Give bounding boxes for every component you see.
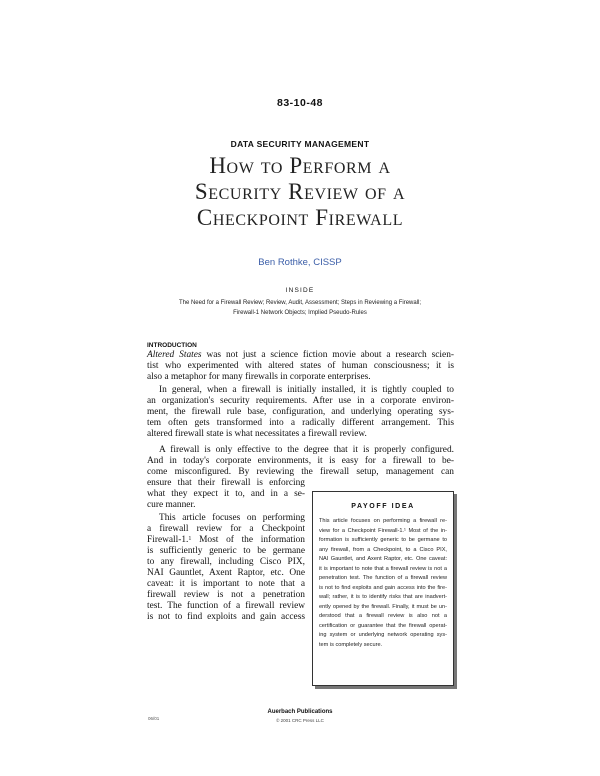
footnote-marker[interactable]: 1 — [188, 536, 192, 542]
text-line: ment, the firewall rule base, configuration, and underlying operating sys- — [147, 407, 454, 417]
text-line: firewall review is not a penetration — [147, 590, 305, 600]
text-line: In general, when a firewall is initially installed, it is tightly coupled to — [159, 385, 454, 395]
payoff-line: certification or guarantee that the firewall operat- — [319, 622, 447, 629]
payoff-line: tem is completely secure. — [319, 641, 383, 648]
text-line: tem often gets transformed into a radically different arrangement. This — [147, 418, 454, 428]
payoff-line: This article focuses on performing a firewall re- — [319, 518, 447, 524]
payoff-title: PAYOFF IDEA — [351, 503, 415, 510]
text-line: A firewall is only effective to the degree that it is properly configured. — [159, 445, 454, 455]
section-label: DATA SECURITY MANAGEMENT — [230, 139, 370, 149]
copyright-notice: © 2001 CRC Press LLC — [276, 718, 324, 723]
text-line: a firewall review for a Checkpoint — [147, 524, 305, 534]
text-line: cure manner. — [147, 500, 196, 510]
title-line: Security Review of a — [194, 179, 406, 204]
text-line: what they expect it to, and in a se- — [147, 489, 305, 499]
document-number: 83-10-48 — [276, 97, 324, 109]
payoff-line: derstood that a firewall review is also not a — [319, 613, 447, 619]
text-line: tist who experimented with altered states of human consciousness; it is — [147, 361, 454, 371]
text-line: was not just a science fiction movie about a research scien- — [201, 350, 454, 360]
italic-title: Altered States — [147, 350, 202, 360]
text-line: is not to find exploits and gain access — [147, 612, 305, 622]
text-line: test. The function of a firewall review — [147, 601, 305, 611]
payoff-line: formation is sufficiently generic to be germane to — [319, 537, 447, 543]
section-heading: INTRODUCTION — [147, 342, 197, 349]
intro-paragraph-1 — [147, 350, 454, 383]
title-line: How to Perform a — [209, 153, 391, 178]
text-line: an organization's security requirements. After use in a corporate environ- — [147, 396, 454, 406]
payoff-line: it is important to note that a firewall review is not a — [319, 565, 447, 572]
payoff-line: penetration test. The function of a firewall review — [319, 575, 447, 581]
payoff-idea-box — [312, 491, 454, 686]
inside-topic-line: Firewall-1 Network Objects; Implied Pseudo-Rules — [233, 310, 367, 316]
page-reference: 06/01 — [148, 716, 160, 721]
text-line: altered firewall state is what necessitates a firewall review. — [147, 429, 367, 439]
text-line: Most of the information — [191, 535, 305, 545]
text-line: This article focuses on performing — [159, 513, 305, 523]
intro-paragraph-3 — [147, 445, 454, 478]
payoff-line: view for a Checkpoint Firewall-1.¹ Most of the in- — [319, 527, 447, 534]
text-line: to any firewall, including Cisco PIX, — [147, 557, 305, 567]
payoff-line: wall; rather, it is to identify risks that are inadvert- — [319, 594, 447, 600]
intro-paragraph-2 — [147, 385, 454, 440]
inside-topics — [150, 298, 450, 318]
text-line: also a metaphor for many firewalls in corporate enterprises. — [147, 372, 371, 382]
inside-label: INSIDE — [285, 287, 315, 294]
payoff-line: NAI Gauntlet, and Axent Raptor, etc. One caveat: — [319, 556, 447, 562]
text-line: is sufficiently generic to be germane — [147, 546, 305, 556]
text-line: ensure that their firewall is enforcing — [147, 478, 305, 488]
text-line: NAI Gauntlet, Axent Raptor, etc. One — [147, 568, 305, 578]
text-line: come misconfigured. By reviewing the firewall setup, management can — [147, 467, 454, 477]
payoff-line: is not to find exploits and gain access into the fire- — [319, 584, 447, 591]
intro-paragraph-4 — [147, 513, 305, 623]
payoff-line: ently opened by the firewall. Finally, it must be un- — [319, 603, 447, 610]
intro-paragraph-3-continued — [147, 478, 305, 511]
article-title — [0, 153, 600, 231]
text-line: Firewall-1. — [147, 535, 189, 545]
text-line: And in today's corporate environments, it is easy for a firewall to be- — [147, 456, 454, 466]
publisher-name: Auerbach Publications — [267, 709, 333, 715]
payoff-line: any firewall, from a Checkpoint, to a Cisco PIX, — [319, 546, 447, 553]
title-line: Checkpoint Firewall — [196, 205, 404, 230]
payoff-line: ing system or underlying network operating sys- — [319, 632, 447, 638]
inside-topic-line: The Need for a Firewall Review; Review, Audit, Assessment; Steps in Reviewing a Firewall; — [178, 300, 422, 306]
author-name: Ben Rothke, CISSP — [258, 257, 342, 268]
payoff-text — [319, 517, 447, 650]
text-line: caveat: it is important to note that a — [147, 579, 305, 589]
